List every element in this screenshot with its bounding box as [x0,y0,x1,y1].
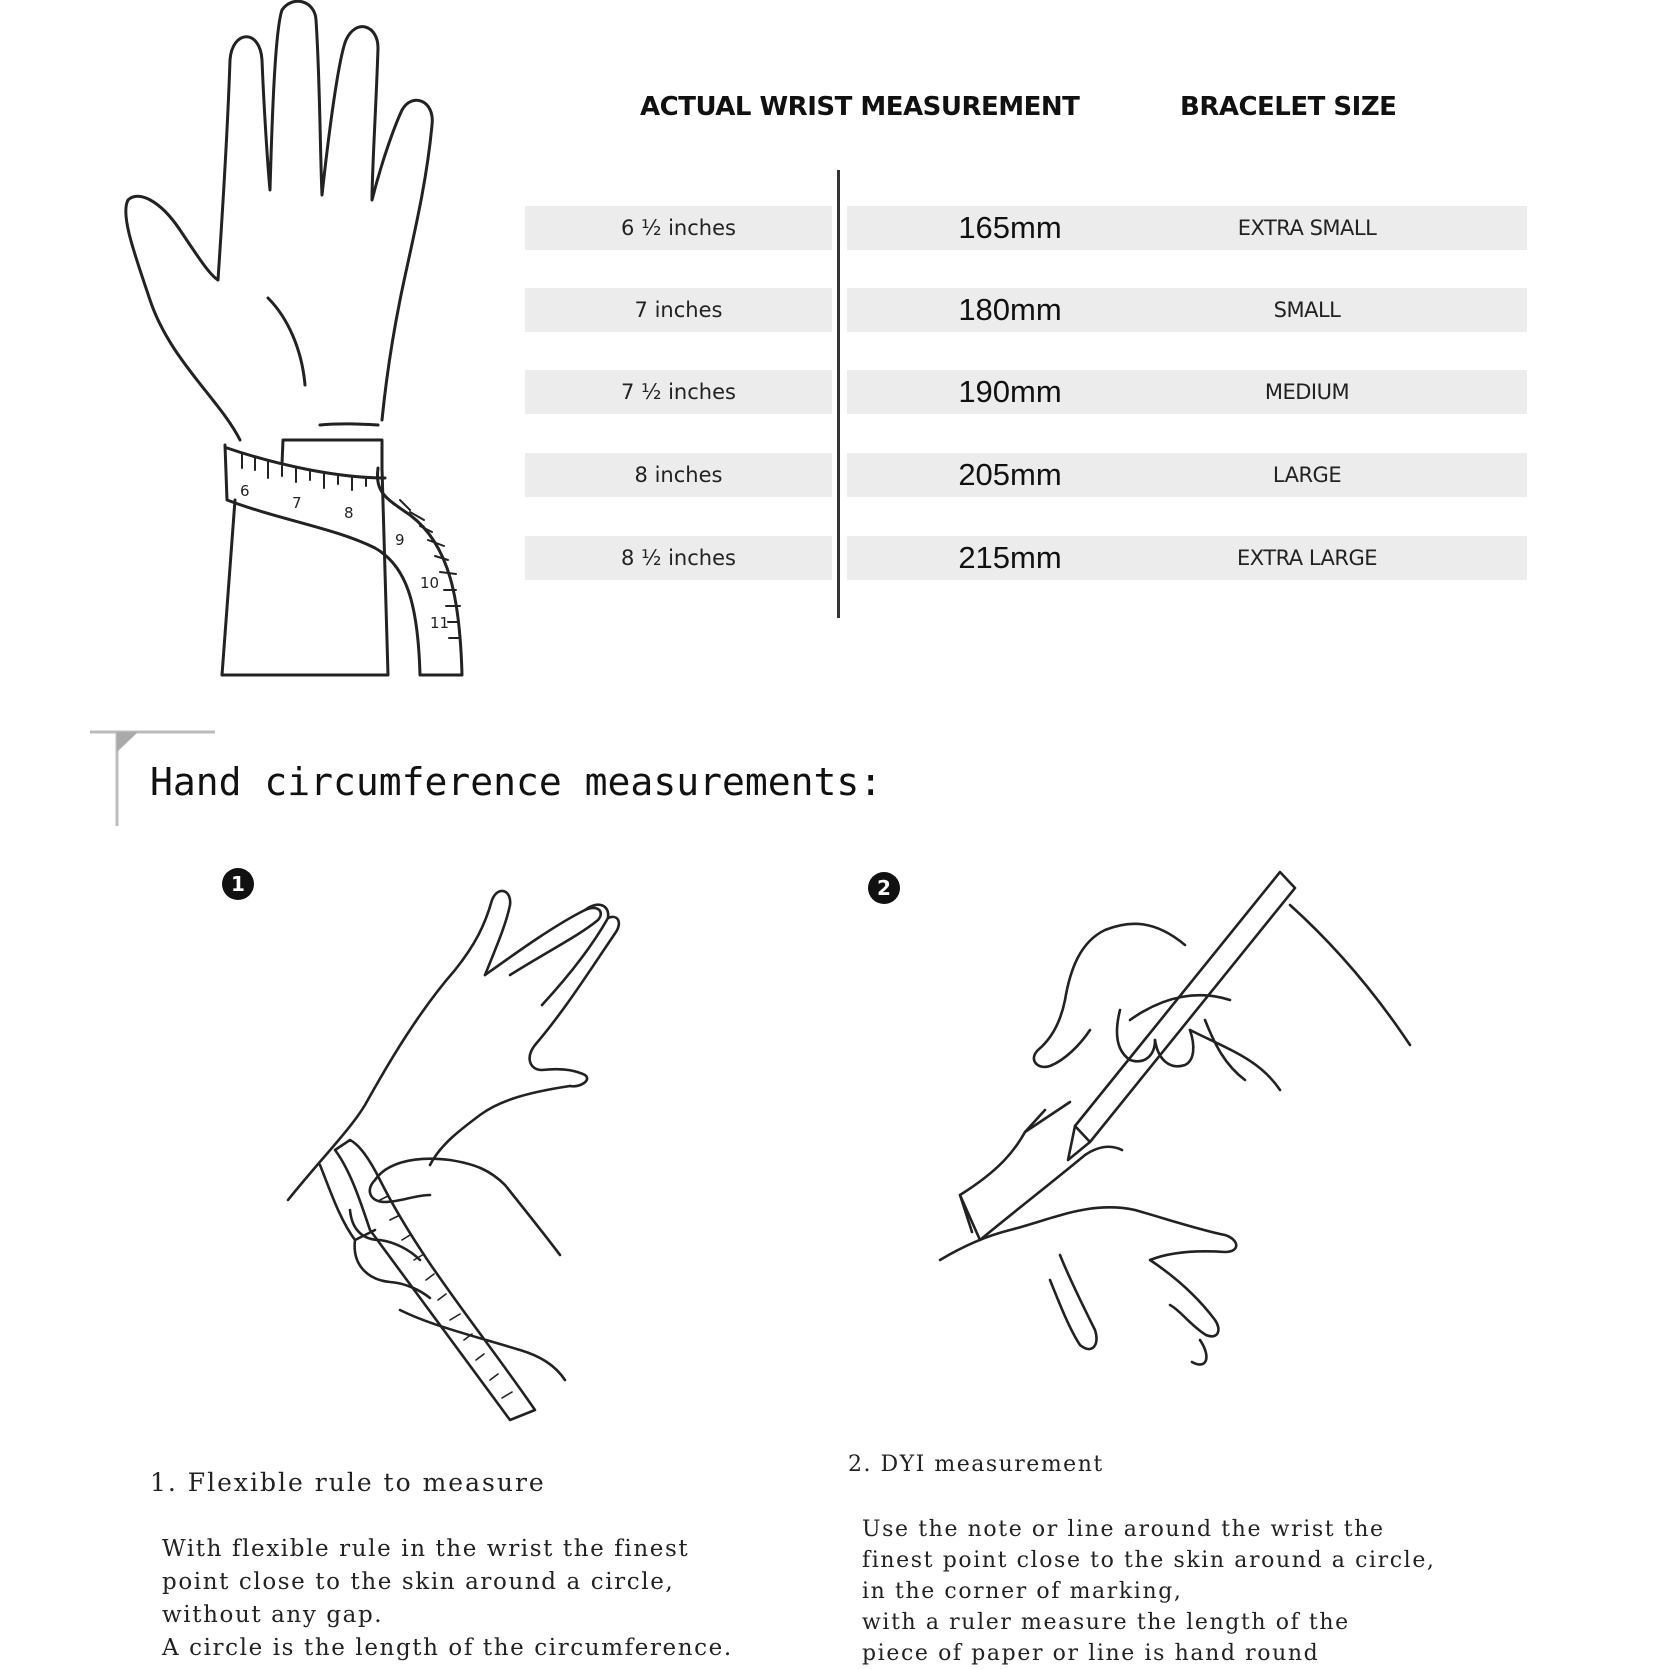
tape-mark-8: 8 [344,504,354,522]
instruction-line: piece of paper or line is hand round [862,1641,1320,1666]
step-2-badge: 2 [868,872,900,904]
step-1-title: 1. Flexible rule to measure [150,1468,546,1497]
wrist-inches-cell: 7 inches [525,288,832,332]
tape-mark-6: 6 [240,482,250,500]
flexible-rule-measuring-illustration [280,880,660,1440]
section-title: Hand circumference measurements: [150,760,883,804]
instruction-line: point close to the skin around a circle, [162,1569,675,1595]
hand-with-tape-illustration [110,0,510,690]
instruction-line: A circle is the length of the circumference. [162,1635,733,1661]
step-2-instructions [862,1514,1436,1669]
bracelet-size-cell: EXTRA LARGE [1236,546,1378,570]
column-header-bracelet-size: BRACELET SIZE [1180,92,1397,122]
column-header-wrist: ACTUAL WRIST MEASUREMENT [640,92,1080,122]
instruction-line: Use the note or line around the wrist the [862,1517,1385,1542]
step-1-instructions [162,1533,733,1665]
wrist-inches-cell: 8 ½ inches [525,536,832,580]
wrist-mm-cell: 165mm [958,210,1062,245]
wrist-mm-cell: 190mm [958,374,1062,409]
instruction-line: in the corner of marking, [862,1579,1183,1604]
tape-mark-7: 7 [292,494,302,512]
tape-mark-11: 11 [430,614,450,632]
step-2-title: 2. DYI measurement [848,1452,1104,1477]
bracelet-size-cell: SMALL [1273,298,1341,322]
instruction-line: with a ruler measure the length of the [862,1610,1350,1635]
wrist-inches-cell: 6 ½ inches [525,206,832,250]
size-row [0,288,1666,332]
size-row [0,370,1666,414]
step-1-badge: 1 [222,868,254,900]
bracelet-size-cell: MEDIUM [1264,380,1350,404]
wrist-mm-cell: 180mm [958,292,1062,327]
instruction-line: With flexible rule in the wrist the finest [162,1536,690,1562]
bracelet-size-cell: EXTRA SMALL [1237,216,1377,240]
wrist-inches-cell: 7 ½ inches [525,370,832,414]
wrist-mm-cell: 215mm [958,540,1062,575]
tape-mark-9: 9 [395,531,405,549]
tape-mark-10: 10 [420,574,440,592]
wrist-inches-cell: 8 inches [525,453,832,497]
size-row [0,206,1666,250]
size-row [0,453,1666,497]
bracelet-size-cell: LARGE [1272,463,1342,487]
instruction-line: without any gap. [162,1602,384,1628]
wrist-mm-cell: 205mm [958,457,1062,492]
size-row [0,536,1666,580]
pencil-marking-illustration [900,860,1420,1420]
instruction-line: finest point close to the skin around a circle, [862,1548,1436,1573]
